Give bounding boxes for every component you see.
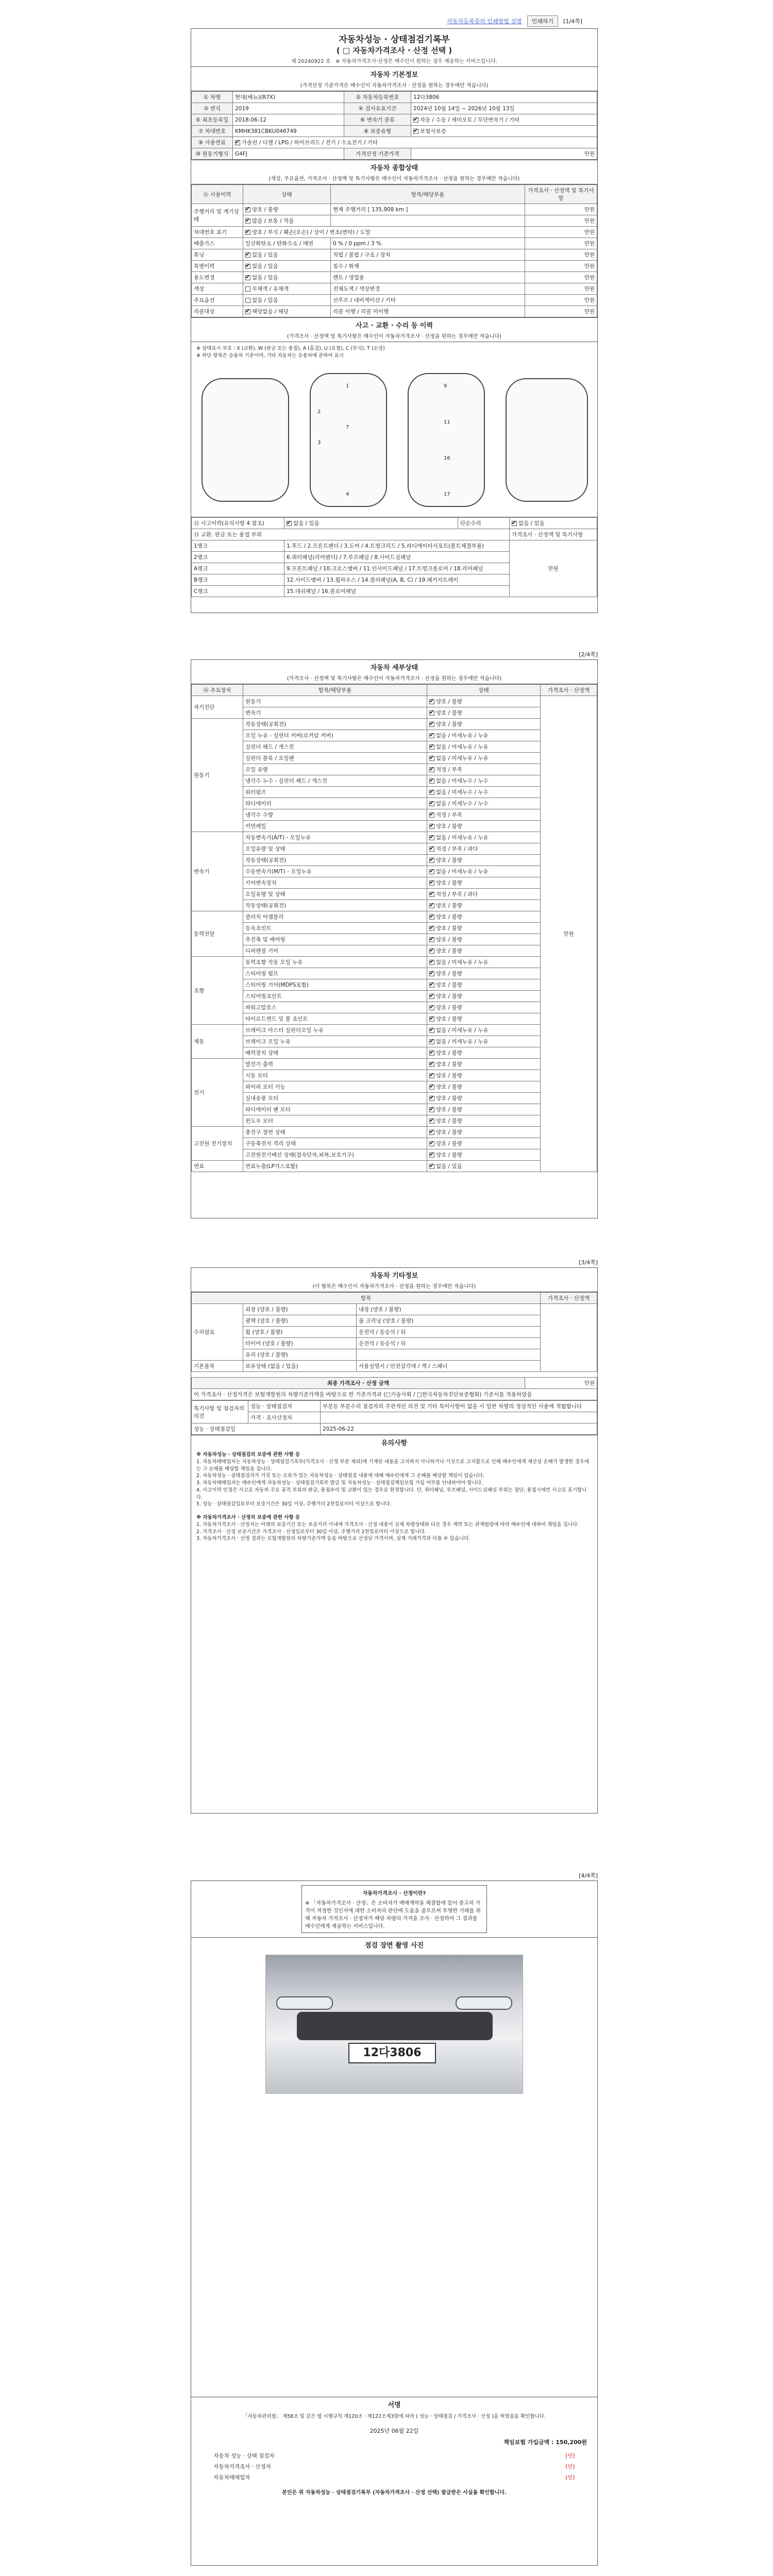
- detail-item: 파워고압호스: [243, 1002, 427, 1013]
- detail-row: [192, 855, 597, 866]
- detail-state: ✔ 양호 / 불량: [427, 1059, 541, 1070]
- check-mark-icon: [429, 880, 434, 886]
- detail-item: 기어변속장치: [243, 877, 427, 889]
- detail-state: ✔ 양호 / 불량: [427, 1104, 541, 1115]
- final-price-table: 최종 가격조사 · 산정 금액 만원 이 가격조사 · 산정가격은 보험개발원의 차량기준가액을 바탕으로 한 기준가격과 (□기술사회 / □한국자동차진단보증협회) 기준서를 적용하였음: [191, 1377, 597, 1400]
- detail-row: [192, 821, 597, 832]
- car-right-view: [506, 378, 588, 502]
- detail-group-name: 변속기: [192, 832, 243, 911]
- detail-state: ✔ 양호 / 불량: [427, 1081, 541, 1093]
- detail-row: [192, 775, 597, 787]
- check-mark-icon: [429, 1153, 434, 1158]
- signature-table: 자동차 성능 · 상태 점검자 (인) 자동차가격조사 · 산정자 (인) 자동차매매업자 (인): [213, 2452, 575, 2481]
- detail-row: [192, 753, 597, 764]
- detail-state: ✔ 양호 / 불량: [427, 979, 541, 991]
- detail-row: [192, 1013, 597, 1025]
- detail-row: [192, 832, 597, 843]
- detail-group-name: 연료: [192, 1161, 243, 1172]
- print-button[interactable]: 인쇄하기: [527, 15, 559, 27]
- check-mark-icon: [429, 994, 434, 999]
- detail-row: [192, 877, 597, 889]
- check-mark-icon: [429, 1107, 434, 1112]
- detail-state: ✔ 없음 / 미세누유 / 누유: [427, 957, 541, 968]
- detail-item: 브레이크 오일 누유: [243, 1036, 427, 1047]
- detail-row: [192, 911, 597, 923]
- check-mark-icon: [429, 835, 434, 840]
- check-mark-icon: [429, 733, 434, 738]
- detail-item: 스티어링조인트: [243, 991, 427, 1002]
- detail-state: ✔ 양호 / 불량: [427, 923, 541, 934]
- detail-state: ✔ 양호 / 불량: [427, 934, 541, 945]
- sign-note: 「자동차관리법」 제58조 및 같은 법 시행규칙 제120조 · 제122조제3항에 따라 ( 성능 · 상태점검 / 가격조사 · 산정 )을 하였음을 확인합니다.: [243, 2414, 546, 2419]
- detail-item: 발전기 출력: [243, 1059, 427, 1070]
- page-3: [191, 1267, 598, 1814]
- detail-group-name: 동력전달: [192, 911, 243, 957]
- caution-section-1: ※ 자동차성능 · 상태점검의 보증에 관한 사항 등 1. 자동차매매업자는 자동차성능 · 상태점검기록부(가격조사 · 산정 부분 제외)에 기재된 내용을 고지하지 아니하거나 거짓으로 고지함으로 인해 매수인에게 재산상 손해가 발생한 경우에는 그 손해를 배상할 책임을 집니다. 2. 자동차성능 · 상태점검자가 거짓 또는 오류가 있는 자동차성능 · 상태점검 내용에 대해 매수인에게 그 손해를 배상할 책임이 있습니다. 3. 자동차매매업자는 매수인에게 자동차성능 · 상태점검기록부 발급 및 자동차성능 · 상태점검책임보험 가입 여부를 안내하여야 합니다. 4. 사고이력 인정은 사고로 자동차 주요 골격 부위의 판금, 용접수리 및 교환이 있는 경우로 한정합니다. 단, 쿼터패널, 루프패널, 사이드실패널 부위는 절단, 용접시에만 사고로 표기합니다. 5. 성능 · 상태점검일로부터 보증기간은 30일 이상, 주행거리 2천킬로미터 이상으로 합니다.: [196, 1452, 590, 1507]
- detail-item: 오일유량 및 상태: [243, 843, 427, 855]
- detail-item: 브레이크 마스터 실린더오일 누유: [243, 1025, 427, 1036]
- detail-state: ✔ 양호 / 불량: [427, 1093, 541, 1104]
- detail-item: 냉각수 수량: [243, 809, 427, 821]
- detail-item: 오일 누유 - 실린더 커버(로커암 커버): [243, 730, 427, 741]
- check-mark-icon: [429, 1028, 434, 1033]
- topbar: [447, 15, 582, 27]
- detail-item: 시동 모터: [243, 1070, 427, 1081]
- detail-item: 실내송풍 모터: [243, 1093, 427, 1104]
- headlamp-right: [456, 1996, 512, 2010]
- page-4-label: [4/4쪽]: [579, 1872, 598, 1879]
- print-help-link[interactable]: 자동차등록증의 인쇄방법 설명: [447, 18, 522, 25]
- doc-subtitle: ( □ 자동차가격조사 · 산정 선택 ): [336, 46, 452, 55]
- detail-item: 구동축전지 격리 상태: [243, 1138, 427, 1149]
- detail-table: ⑭ 주요장치 항목/해당부품 상태 가격조사 · 산정액 자기진단 원동기 ✔ 양호 / 불량 만원 변속기 ✔ 양호 / 불량 원동기 작동상태(공회전) ✔ 양호 / 불량 오일 누유 - 실린더 커버(로커암 커버) ✔ 없음 / 미세누유 / 누유 실린더 헤드 / 개스킷 ✔ 없음 / 미세누유 / 누유 실린더 블록 / 오일팬 ✔ 없음 / 미세누유 / 누유 오일 유량 ✔ 적정 / 부족 냉각수 누수 - 실린더 헤드 / 개스킷 ✔ 없음 / 미세누수 / 누수 워터펌프 ✔ 없음 / 미세누수 / 누수 라디에이터 ✔ 없음 / 미세누수 / 누수 냉각수 수량 ✔ 적정 / 부족 커먼레일 ✔ 양호 / 불량 변속기 자동변속기(A/T) - 오일누유 ✔ 없음 / 미세누유 / 누유 오일유량 및 상태 ✔ 적정 / 부족 / 과다 작동상태(공회전) ✔ 양호 / 불량 수동변속기(M/T) - 오일누유 ✔ 없음 / 미세누유 / 누유 기어변속장치 ✔ 양호 / 불량 오일유량 및 상태 ✔ 적정 / 부족 / 과다 작동상태(공회전) ✔ 양호 / 불량 동력전달 클러치 어셈블리 ✔ 양호 / 불량 등속조인트 ✔ 양호 / 불량 추진축 및 베어링 ✔ 양호 / 불량 디퍼렌셜 기어 ✔ 양호 / 불량 조향 동력조향 작동 오일 누유 ✔ 없음 / 미세누유 / 누유 스티어링 펌프 ✔ 양호 / 불량 스티어링 기어(MDPS포함) ✔ 양호 / 불량 스티어링조인트 ✔ 양호 / 불량 파워고압호스 ✔ 양호 / 불량 타이로드엔드 및 볼 조인트 ✔ 양호 / 불량 제동 브레이크 마스터 실린더오일 누유 ✔ 없음 / 미세누유 / 누유 브레이크 오일 누유 ✔ 없음 / 미세누유 / 누유 배력장치 상태 ✔ 양호 / 불량 전기 발전기 출력 ✔ 양호 / 불량 시동 모터 ✔ 양호 / 불량 와이퍼 모터 기능 ✔ 양호 / 불량 실내송풍 모터 ✔ 양호 / 불량 라디에이터 팬 모터 ✔ 양호 / 불량 윈도우 모터 ✔ 양호 / 불량 고전원 전기장치 충전구 절연 상태 ✔ 양호 / 불량 구동축전지 격리 상태 ✔ 양호 / 불량 고전원전기배선 상태(접속단자,피복,보호기구) ✔ 양호 / 불량 연료 연료누출(LP가스포함) ✔ 없음 / 있음: [191, 684, 597, 1172]
- footer-confirm: 본인은 위 자동차성능 · 상태점검기록부 (자동차가격조사 · 산정 선택) 발급받은 사실을 확인합니다.: [282, 2489, 507, 2496]
- check-mark-icon: [429, 1039, 434, 1044]
- page-3-label: [3/4쪽]: [579, 1259, 598, 1266]
- detail-state: ✔ 없음 / 미세누수 / 누수: [427, 787, 541, 798]
- check-mark-icon: [429, 1141, 434, 1146]
- warranty-type: ✔ 보험사보증: [411, 126, 597, 137]
- detail-item: 변속기: [243, 707, 427, 719]
- detail-row: [192, 979, 597, 991]
- detail-state: ✔ 없음 / 미세누유 / 누유: [427, 741, 541, 753]
- detail-group-name: 자기진단: [192, 696, 243, 719]
- detail-row: [192, 866, 597, 877]
- detail-item: 스티어링 기어(MDPS포함): [243, 979, 427, 991]
- accident-note: (가격조사 · 산정액 및 특기사항은 매수인이 자동차가격조사 · 산정을 원하는 경우에만 적습니다): [191, 331, 597, 342]
- detail-row: [192, 730, 597, 741]
- condition-title: 자동차 종합상태: [191, 160, 597, 173]
- check-mark-icon: [429, 982, 434, 988]
- car-left-view: [201, 378, 289, 502]
- detail-item: 추진축 및 베어링: [243, 934, 427, 945]
- grill: [297, 2012, 493, 2040]
- detail-state: ✔ 양호 / 불량: [427, 1002, 541, 1013]
- check-mark-icon: [429, 1005, 434, 1010]
- check-mark-icon: [429, 1084, 434, 1090]
- page-2-label: [2/4쪽]: [579, 651, 598, 658]
- detail-state: ✔ 양호 / 불량: [427, 968, 541, 979]
- detail-item: 작동상태(공회전): [243, 900, 427, 911]
- detail-state: ✔ 양호 / 불량: [427, 911, 541, 923]
- check-mark-icon: [429, 778, 434, 784]
- car-frame-view: [408, 373, 485, 507]
- detail-item: 고전원전기배선 상태(접속단자,피복,보호기구): [243, 1149, 427, 1161]
- detail-item: 오일유량 및 상태: [243, 889, 427, 900]
- check-mark-icon: [429, 926, 434, 931]
- detail-item: 실린더 헤드 / 개스킷: [243, 741, 427, 753]
- detail-state: ✔ 없음 / 있음: [427, 1161, 541, 1172]
- check-mark-icon: [429, 903, 434, 908]
- detail-state: ✔ 양호 / 불량: [427, 1070, 541, 1081]
- check-mark-icon: [429, 1016, 434, 1022]
- caution-section-2: ※ 자동차가격조사 · 산정의 보증에 관한 사항 등 1. 자동차가격조사 · 산정자는 아래의 보증기간 또는 보증거리 이내에 가격조사 · 산정 내용이 실제 차량상태와 다른 경우 계약 또는 관계법령에 따라 매수인에 대하여 책임을 집니다. 2. 가격조사 · 산정 보증기간은 가격조사 · 산정일로부터 30일 이상, 주행거리 2천킬로미터 이상으로 합니다. 3. 자동차가격조사 · 산정 결과는 보험개발원의 차량기준가액 등을 바탕으로 산정된 가격이며, 실제 거래가격과 다를 수 있습니다.: [196, 1515, 579, 1542]
- detail-item: 스티어링 펌프: [243, 968, 427, 979]
- check-mark-icon: [429, 1050, 434, 1056]
- check-mark-icon: [429, 767, 434, 772]
- detail-item: 작동상태(공회전): [243, 855, 427, 866]
- check-mark-icon: [429, 914, 434, 920]
- check-mark-icon: [429, 937, 434, 942]
- check-mark-icon: [429, 1073, 434, 1078]
- detail-item: 연료누출(LP가스포함): [243, 1161, 427, 1172]
- detail-state: ✔ 양호 / 불량: [427, 855, 541, 866]
- caution-title: 유의사항: [191, 1435, 597, 1448]
- detail-row: [192, 1093, 597, 1104]
- detail-item: 작동상태(공회전): [243, 719, 427, 730]
- check-mark-icon: [429, 756, 434, 761]
- detail-item: 동력조향 작동 오일 누유: [243, 957, 427, 968]
- check-mark-icon: [429, 892, 434, 897]
- accident-title: 사고 · 교환 · 수리 등 이력: [191, 317, 597, 331]
- detail-state: ✔ 양호 / 불량: [427, 900, 541, 911]
- detail-row: [192, 991, 597, 1002]
- detail-row: [192, 843, 597, 855]
- detail-price: 만원: [541, 696, 597, 1172]
- sign-date: 2025년 06월 22일: [369, 2427, 419, 2434]
- sign-title: 서명: [191, 2397, 597, 2410]
- detail-row: [192, 945, 597, 957]
- detail-note: (가격조사 · 산정액 및 특기사항은 매수인이 자동차가격조사 · 산정을 원하는 경우에만 적습니다): [191, 673, 597, 684]
- check-mark-icon: [429, 948, 434, 954]
- other-info-table: 항목 가격조사 · 산정액 수리필요 외장 (양호 / 불량) 내장 (양호 / 불량) 광택 (양호 / 불량) 룸 크리닝 (양호 / 불량) 휠 (양호 / 불량) 운전석 / 동승석 / 뒤 타이어 (양호 / 불량) 운전석 / 동승석 / 뒤 유리 (양호 / 불량) 기본품목 보유상태 (없음 / 있음) 사용설명서 / 안전삼각대 / 잭 / 스패너: [191, 1292, 597, 1372]
- detail-item: 원동기: [243, 696, 427, 707]
- detail-row: [192, 889, 597, 900]
- detail-state: ✔ 양호 / 불량: [427, 1013, 541, 1025]
- detail-row: [192, 741, 597, 753]
- condition-table: ⑪ 사용이력 상태 항목/해당부품 가격조사 · 산정액 및 특기사항 주행거리 및 계기상태 ✔양호 / 불량 현재 주행거리 [ 135,908 km ] 만원 ✔많음 / 보통 / 적음 만원 차대번호 표기 ✔ 양호 / 부식 / 훼손(오손) / 상이 / 변조(변타) / 도말 만원 배출가스 일산화탄소 / 탄화수소 / 매연 0 % / 0 ppm / 3 % 만원 튜닝 ✔ 없음 / 있음 적법 / 불법 / 구조 / 장치 만원 특별이력 ✔ 없음 / 있음 침수 / 화재 만원 용도변경 ✔ 없음 / 있음 렌트 / 영업용 만원 색상 무채색 / 유채색 전체도색 / 색상변경 만원 주요옵션 없음 / 있음 선루프 / 네비게이션 / 기타 만원 리콜대상 ✔ 해당없음 / 해당 리콜 이행 / 리콜 미이행 만원: [191, 184, 597, 317]
- doc-title: 자동차성능 · 상태점검기록부: [339, 35, 450, 45]
- check-mark-icon: [429, 1096, 434, 1101]
- car-diagram: 1 2 3 4 7 9 11 16 17: [191, 363, 597, 517]
- other-info-note: (이 항목은 매수인이 자동차가격조사 · 산정을 원하는 경우에만 적습니다): [191, 1281, 597, 1292]
- detail-state: ✔ 양호 / 불량: [427, 1149, 541, 1161]
- basic-info-title: 자동차 기본정보: [191, 66, 597, 80]
- detail-item: 충전구 절연 상태: [243, 1127, 427, 1138]
- page-4: [191, 1880, 598, 2566]
- detail-state: ✔ 없음 / 미세누유 / 누유: [427, 1025, 541, 1036]
- detail-state: ✔ 없음 / 미세누유 / 누유: [427, 753, 541, 764]
- check-mark-icon: [429, 846, 434, 852]
- detail-row: [192, 934, 597, 945]
- check-mark-icon: [429, 790, 434, 795]
- check-mark-icon: [429, 812, 434, 818]
- detail-state: ✔ 없음 / 미세누수 / 누수: [427, 798, 541, 809]
- detail-row: [192, 1059, 597, 1070]
- accident-legend: ※ 상태표시 부호 : X (교환), W (판금 또는 용접), A (흠집), U (요철), C (부식), T (손상) ※ 하단 항목은 승용차 기준이며, 기타 자동차는 승용차에 준하여 표시: [196, 346, 385, 359]
- detail-state: ✔ 적정 / 부족 / 과다: [427, 843, 541, 855]
- inspection-photo: [265, 1955, 523, 2094]
- detail-state: ✔ 양호 / 불량: [427, 1138, 541, 1149]
- detail-state: ✔ 양호 / 불량: [427, 991, 541, 1002]
- detail-row: [192, 1149, 597, 1161]
- detail-row: [192, 1047, 597, 1059]
- accident-history-table: ⑫ 사고이력(유의사항 4 참조) ✔ 없음 / 있음 단순수리 ✔ 없음 / 있음 ⑬ 교환, 판금 또는 용접 부위 가격조사 · 산정액 및 특기사항 1랭크 1.후드 / 2.프론트펜더 / 3.도어 / 4.트렁크리드 / 5.라디에이터서포트(볼트체결부품) 만원 2랭크 6.쿼터패널(리어펜더) / 7.루프패널 / 8.사이드실패널 A랭크 9.프론트패널 / 10.크로스멤버 / 11.인사이드패널 / 17.트렁크플로어 / 18.리어패널 B랭크 12.사이드멤버 / 13.휠하우스 / 14.필러패널(A, B, C) / 19.패키지트레이 C랭크 15.대쉬패널 / 16.플로어패널: [191, 517, 597, 597]
- detail-row: [192, 957, 597, 968]
- detail-row: [192, 719, 597, 730]
- detail-item: 라디에이터: [243, 798, 427, 809]
- detail-state: ✔ 양호 / 불량: [427, 1047, 541, 1059]
- detail-state: ✔ 없음 / 미세누유 / 누유: [427, 866, 541, 877]
- detail-row: [192, 1115, 597, 1127]
- check-mark-icon: [429, 960, 434, 965]
- detail-group-name: 전기: [192, 1059, 243, 1127]
- detail-state: ✔ 없음 / 미세누유 / 누유: [427, 1036, 541, 1047]
- detail-item: 와이퍼 모터 기능: [243, 1081, 427, 1093]
- detail-state: ✔ 양호 / 불량: [427, 1115, 541, 1127]
- detail-row: [192, 1161, 597, 1172]
- detail-group-name: 원동기: [192, 719, 243, 832]
- detail-item: 오일 유량: [243, 764, 427, 775]
- detail-item: 등속조인트: [243, 923, 427, 934]
- check-mark-icon: [429, 722, 434, 727]
- check-mark-icon: [429, 858, 434, 863]
- check-mark-icon: [429, 710, 434, 716]
- detail-item: 커먼레일: [243, 821, 427, 832]
- check-mark-icon: [429, 699, 434, 704]
- basic-info-note: (가격산정 기준가격은 매수인이 자동차가격조사 · 산정을 원하는 경우에만 적습니다): [191, 80, 597, 91]
- detail-item: 실린더 블록 / 오일팬: [243, 753, 427, 764]
- detail-row: [192, 1138, 597, 1149]
- detail-row: [192, 764, 597, 775]
- page-1: [191, 28, 598, 613]
- detail-state: ✔ 적정 / 부족: [427, 809, 541, 821]
- detail-row: [192, 1070, 597, 1081]
- photo-title: 점검 장면 촬영 사진: [191, 1937, 597, 1951]
- detail-state: ✔ 적정 / 부족: [427, 764, 541, 775]
- fuel-options: ✔ 가솔린 / 디젤 / LPG / 하이브리드 / 전기 / 수소전기 / 기타: [233, 137, 597, 148]
- detail-group-name: 제동: [192, 1025, 243, 1059]
- check-mark-icon: [429, 1164, 434, 1169]
- detail-item: 라디에이터 팬 모터: [243, 1104, 427, 1115]
- headlamp-left: [276, 1996, 333, 2010]
- check-mark-icon: [429, 1062, 434, 1067]
- check-mark-icon: [429, 971, 434, 976]
- detail-item: 냉각수 누수 - 실린더 헤드 / 개스킷: [243, 775, 427, 787]
- insurance-amount: 책임보험 가입금액 : 150,200원: [503, 2438, 587, 2446]
- detail-group-name: 조향: [192, 957, 243, 1025]
- detail-row: [192, 1002, 597, 1013]
- transmission-options: ✔ 자동 / 수동 / 세미오토 / 무단변속기 / 기타: [411, 114, 597, 126]
- condition-note: (색상, 주요옵션, 가격조사 · 산정액 및 특기사항은 매수인이 자동차가격조사 · 산정을 원하는 경우에만 적습니다): [191, 173, 597, 184]
- doc-number: 제 20240922 호 ※ 자동차가격조사·산정은 매수인이 원하는 경우 제공하는 서비스입니다.: [291, 59, 498, 64]
- check-mark-icon: [429, 824, 434, 829]
- detail-state: ✔ 없음 / 미세누유 / 누유: [427, 832, 541, 843]
- detail-row: [192, 900, 597, 911]
- detail-row: [192, 798, 597, 809]
- car-top-view: [310, 373, 387, 507]
- check-mark-icon: [429, 801, 434, 806]
- detail-item: 클러치 어셈블리: [243, 911, 427, 923]
- detail-row: [192, 1036, 597, 1047]
- detail-item: 타이로드엔드 및 볼 조인트: [243, 1013, 427, 1025]
- check-mark-icon: [429, 869, 434, 874]
- detail-row: [192, 923, 597, 934]
- detail-state: ✔ 양호 / 불량: [427, 821, 541, 832]
- special-notes-table: 특기사항 및 점검자의 의견 성능 · 상태점검자 부분등 부분수리 점검자의 주관적인 의견 및 기타 특이사항이 없을 시 일반 차량의 정상적인 사용에 적합합니다 가격 · 조사산정자 성능 · 상태점검일 2025-06-22: [191, 1400, 597, 1435]
- detail-item: 자동변속기(A/T) - 오일누유: [243, 832, 427, 843]
- detail-row: [192, 696, 597, 707]
- detail-group-name: 고전원 전기장치: [192, 1127, 243, 1161]
- basic-info-table: ① 차명 현대(베뉴)(R7X) ② 자동차등록번호 12다3806 ③ 연식 2019 ④ 검사유효기간 2024년 10월 14일 ~ 2026년 10월 13일 ⑤ 최초등록일 2018-06-12 ⑥ 변속기 종류 ✔ 자동 / 수동 / 세미오토 / 무단변속기 / 기타 ⑦ 차대번호 KMHK381CBKU046749 ⑧ 보증유형 ✔ 보험사보증 ⑨ 사용연료 ✔ 가솔린 / 디젤 / LPG / 하이브리드 / 전기 / 수소전기 / 기타 ⑩ 원동기형식 G4FJ 가격산정 기준가격 만원: [191, 91, 597, 160]
- detail-state: ✔ 양호 / 불량: [427, 696, 541, 707]
- detail-item: 수동변속기(M/T) - 오일누유: [243, 866, 427, 877]
- detail-item: 윈도우 모터: [243, 1115, 427, 1127]
- page-2: [191, 659, 598, 1218]
- detail-item: 배력장치 상태: [243, 1047, 427, 1059]
- detail-row: [192, 787, 597, 798]
- detail-row: [192, 1025, 597, 1036]
- detail-row: [192, 968, 597, 979]
- detail-row: [192, 707, 597, 719]
- page-indicator: [1/4쪽]: [563, 18, 582, 25]
- detail-state: ✔ 양호 / 불량: [427, 945, 541, 957]
- detail-state: ✔ 양호 / 불량: [427, 719, 541, 730]
- check-mark-icon: [429, 1118, 434, 1124]
- detail-item: 디퍼렌셜 기어: [243, 945, 427, 957]
- check-mark-icon: [429, 1130, 434, 1135]
- detail-row: [192, 1127, 597, 1138]
- detail-row: [192, 809, 597, 821]
- detail-state: ✔ 적정 / 부족 / 과다: [427, 889, 541, 900]
- detail-state: ✔ 양호 / 불량: [427, 707, 541, 719]
- detail-title: 자동차 세부상태: [370, 664, 418, 672]
- license-plate: 12다3806: [348, 2043, 436, 2063]
- detail-row: [192, 1104, 597, 1115]
- check-mark-icon: [429, 744, 434, 750]
- detail-state: ✔ 양호 / 불량: [427, 1127, 541, 1138]
- detail-item: 워터펌프: [243, 787, 427, 798]
- detail-state: ✔ 양호 / 불량: [427, 877, 541, 889]
- detail-state: ✔ 없음 / 미세누수 / 누수: [427, 775, 541, 787]
- price-notice-box: 자동차가격조사 · 산정이란? ※ 「자동차가격조사 · 산정」은 소비자가 매매계약을 체결함에 있어 중고차 가격이 적정한 것인지에 대한 소비자의 판단에 도움을 줌으로써 투명한 거래를 위해 자동차 가격조사 · 산정자가 해당 차량의 가격을 조사 · 산정하여 그 결과를 매수인에게 제공하는 서비스입니다.: [301, 1885, 487, 1933]
- detail-row: [192, 1081, 597, 1093]
- detail-state: ✔ 없음 / 미세누유 / 누유: [427, 730, 541, 741]
- other-info-title: 자동차 기타정보: [370, 1272, 418, 1280]
